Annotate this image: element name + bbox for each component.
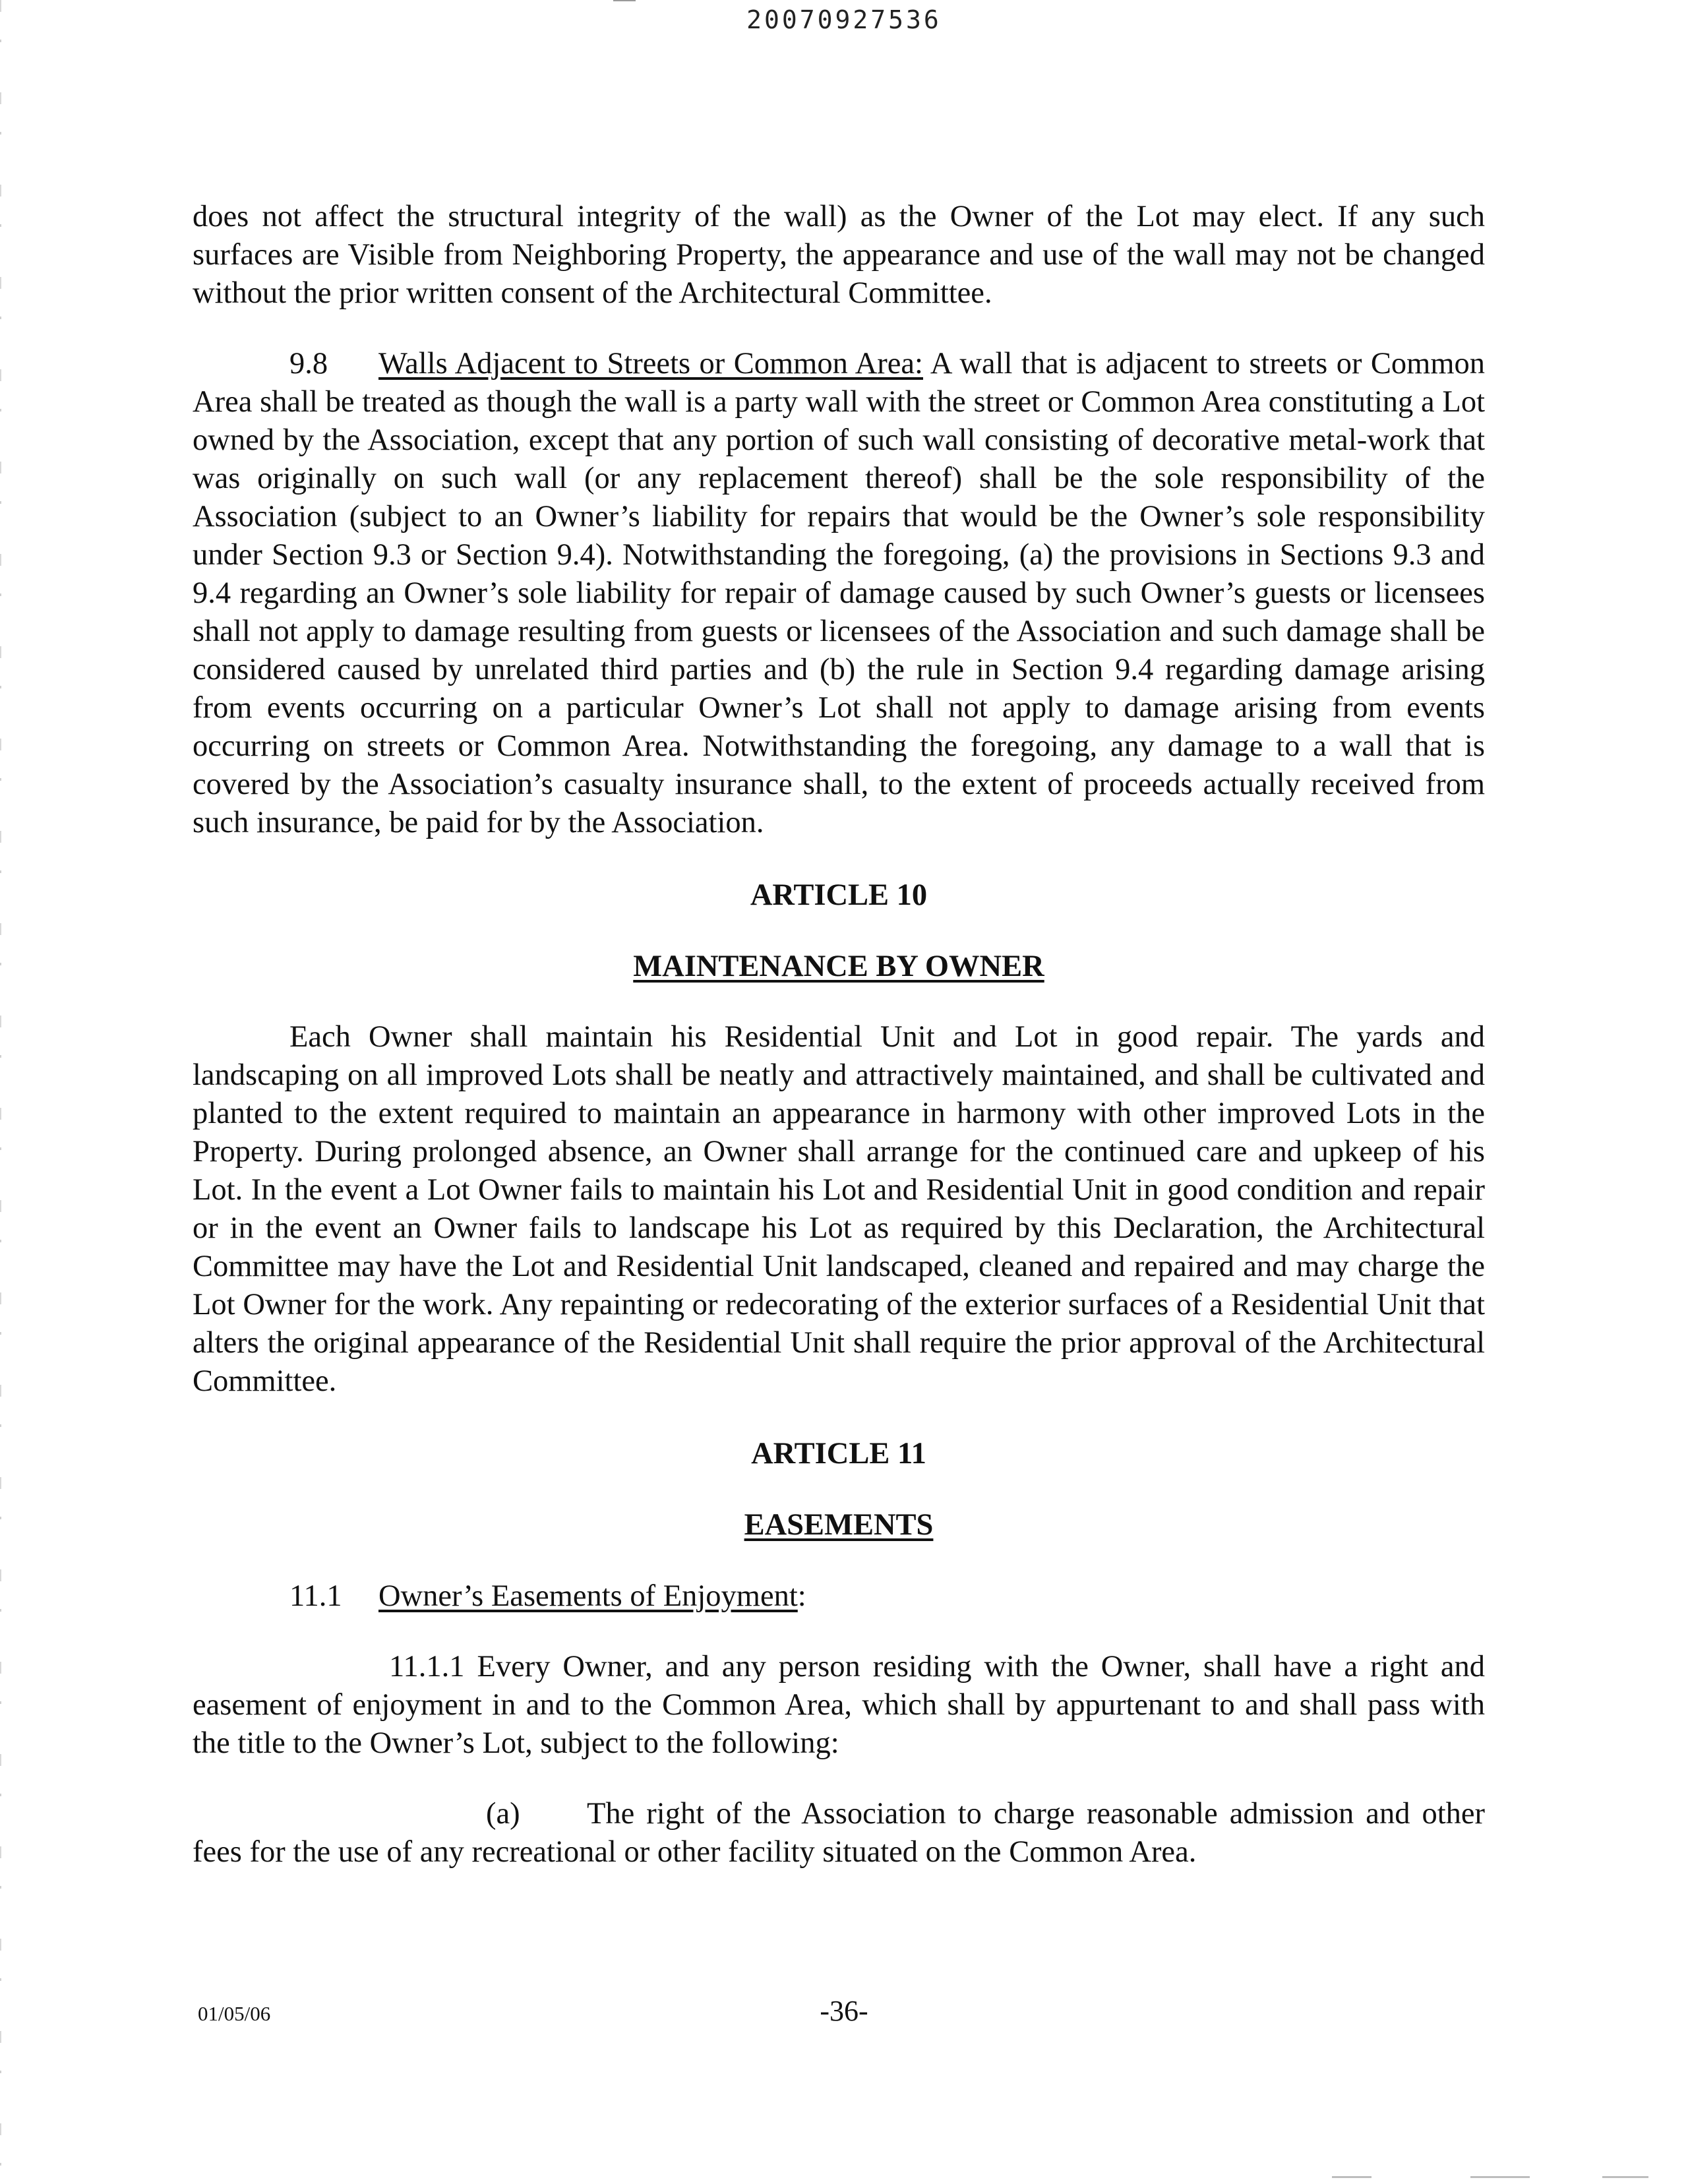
section-11-1-suffix: : — [797, 1579, 806, 1613]
scan-bottom-mark — [1332, 2176, 1372, 2178]
section-9-8-paragraph — [193, 345, 1485, 842]
article-10-title: MAINTENANCE BY OWNER — [633, 950, 1044, 983]
recording-number: 20070927536 — [746, 5, 942, 34]
article-11-title-wrap — [193, 1506, 1485, 1544]
footer-date: 01/05/06 — [198, 2002, 271, 2025]
scan-top-mark — [613, 0, 636, 1]
item-a-paragraph — [193, 1795, 1485, 1871]
article-10-label: ARTICLE 10 — [750, 878, 928, 912]
section-11-1-1-paragraph: 11.1.1 Every Owner, and any person residing with the Owner, shall have a right and easement of enjoyment in and to the Common Area, which shall by appurtenant to and shall pass with the title to the Owner’s Lot, subject to the following: — [193, 1650, 1485, 1760]
scan-bottom-mark — [1602, 2176, 1648, 2178]
section-11-1-title: Owner’s Easements of Enjoyment — [378, 1579, 798, 1613]
scan-bottom-mark — [1470, 2176, 1530, 2178]
section-9-8-title: Walls Adjacent to Streets or Common Area: — [378, 347, 923, 380]
scan-left-edge — [0, 0, 1, 2184]
section-9-8-number: 9.8 — [289, 347, 328, 380]
item-a-letter: (a) — [486, 1797, 520, 1831]
document-body — [193, 198, 1485, 1871]
section-11-1-number: 11.1 — [289, 1579, 342, 1613]
article-10-title-wrap — [193, 948, 1485, 986]
article-11-title: EASEMENTS — [744, 1508, 934, 1542]
item-a-text: The right of the Association to charge reasonable admission and other fees for the use of any recreational or other facility situated on the Common Area. — [193, 1797, 1485, 1869]
article-11-label: ARTICLE 11 — [751, 1437, 926, 1471]
footer-page-number: -36- — [820, 1995, 868, 2027]
section-9-8-text: A wall that is adjacent to streets or Common Area shall be treated as though the wall is a party wall with the street or Common Area constituting a Lot owned by the Association, except that any portion of such wall consisting of decorative metal-work that was originally on such wall (or any replacement thereof) shall be the sole responsibility of the Association (subject to an Owner’s liability for repairs that would be the Owner’s sole responsibility under Section 9.3 or Section 9.4). Notwithstanding the foregoing, (a) the provisions in Sections 9.3 and 9.4 regarding an Owner’s sole liability for repair of damage caused by such Owner’s guests or licensees shall not apply to damage resulting from guests or licensees of the Association and such damage shall be considered caused by unrelated third parties and (b) the rule in Section 9.4 regarding damage arising from events occurring on a particular Owner’s Lot shall not apply to damage arising from events occurring on streets or Common Area. Notwithstanding the foregoing, any damage to a wall that is covered by the Association’s casualty insurance shall, to the extent of proceeds actually received from such insurance, be paid for by the Association. — [193, 347, 1485, 839]
article-10-paragraph: Each Owner shall maintain his Residential Unit and Lot in good repair. The yards and landscaping on all improved Lots shall be neatly and attractively maintained, and shall be cultivated and planted to the extent required to maintain an appearance in harmony with other improved Lots in the Property. During prolonged absence, an Owner shall arrange for the continued care and upkeep of his Lot. In the event a Lot Owner fails to maintain his Lot and Residential Unit in good condition and repair or in the event an Owner fails to landscape his Lot as required by this Declaration, the Architectural Committee may have the Lot and Residential Unit landscaped, cleaned and repaired and may charge the Lot Owner for the work. Any repainting or redecorating of the exterior surfaces of a Residential Unit that alters the original appearance of the Residential Unit shall require the prior approval of the Architectural Committee. — [193, 1020, 1485, 1398]
continuation-paragraph: does not affect the structural integrity of the wall) as the Owner of the Lot may elect. If any such surfaces are Visible from Neighboring Property, the appearance and use of the wall may not be changed without the prior written consent of the Architectural Committee. — [193, 200, 1485, 310]
section-11-1-heading — [193, 1577, 1485, 1616]
